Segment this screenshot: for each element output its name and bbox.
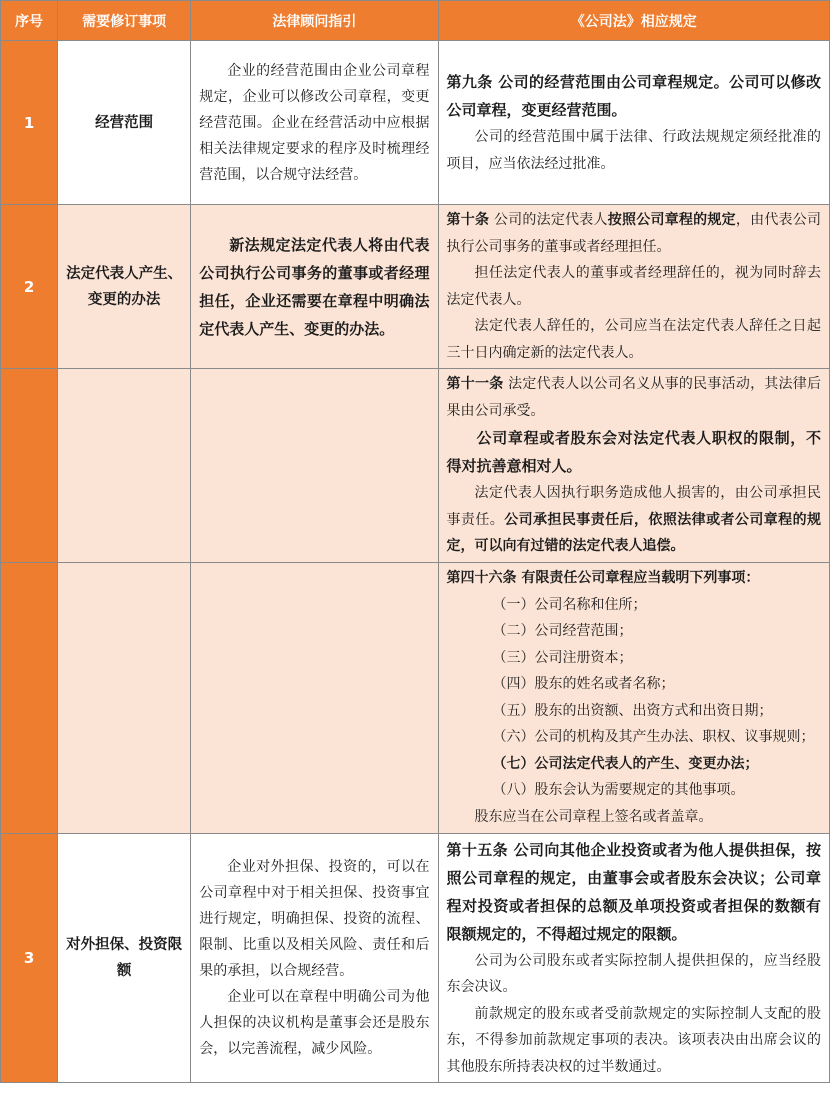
law-text: 公司的法定代表人 <box>489 212 608 228</box>
guidance-text: 企业可以在章程中明确公司为他人担保的决议机构是董事会还是股东会，以完善流程，减少风险。 <box>199 988 430 1057</box>
row-number <box>1 369 58 563</box>
header-row <box>1 1 830 41</box>
table-row <box>1 562 830 833</box>
law-article: 第四十六条 有限责任公司章程应当载明下列事项： <box>446 570 760 586</box>
law-provision <box>438 369 829 563</box>
law-text: 法定代表人以公司名义从事的民事活动，其法律后果由公司承受。 <box>446 376 822 419</box>
list-item: （一）公司名称和住所； <box>492 596 647 613</box>
guidance-text: 企业对外担保、投资的，可以在公司章程中对于相关担保、投资事宜进行规定，明确担保、投资的流程、限制、比重以及相关风险、责任和后果的承担，以合规经营。 <box>199 858 430 979</box>
law-provision <box>438 41 829 205</box>
legal-guidance <box>191 205 438 369</box>
row-number <box>1 562 58 833</box>
law-emphasis: 公司承担民事责任后，依照法律或者公司章程的规定，可以向有过错的法定代表人追偿。 <box>446 511 822 554</box>
article-number: 第十一条 <box>446 376 504 392</box>
list-item: （四）股东的姓名或者名称； <box>492 676 675 692</box>
law-provision <box>438 833 829 1083</box>
law-text: 法定代表人因执行职务造成他人损害的，由公司承担民事责任。 <box>446 485 821 528</box>
header-law: 《公司法》相应规定 <box>438 1 829 41</box>
legal-guidance <box>191 562 438 833</box>
law-article <box>447 371 821 424</box>
list-item: （二）公司经营范围； <box>492 623 633 639</box>
legal-guidance <box>191 369 438 563</box>
revision-item <box>58 369 191 563</box>
legal-guidance <box>191 41 438 205</box>
revision-item: 经营范围 <box>58 41 191 205</box>
list-item: （八）股东会认为需要规定的其他事项。 <box>492 782 745 798</box>
list-item: （七）公司法定代表人的产生、变更办法； <box>492 755 759 772</box>
list-item: （六）公司的机构及其产生办法、职权、议事规则； <box>492 729 815 745</box>
guidance-text: 新法规定法定代表人将由代表公司执行公司事务的董事或者经理担任，企业还需要在章程中明确法定代表人产生、变更的办法。 <box>199 235 430 338</box>
law-article: 第九条 公司的经营范围由公司章程规定。公司可以修改公司章程，变更经营范围。 <box>446 73 821 119</box>
table-row <box>1 833 830 1083</box>
table-row <box>1 369 830 563</box>
law-paragraph <box>447 480 821 560</box>
law-emphasis: 按照公司章程的规定 <box>607 212 736 228</box>
list-item: （五）股东的出资额、出资方式和出资日期； <box>492 702 773 719</box>
header-no: 序号 <box>1 1 58 41</box>
law-article <box>447 207 821 260</box>
law-paragraph: 法定代表人辞任的，公司应当在法定代表人辞任之日起三十日内确定新的法定代表人。 <box>446 318 821 361</box>
law-paragraph: 股东应当在公司章程上签名或者盖章。 <box>474 808 713 825</box>
header-item: 需要修订事项 <box>58 1 191 41</box>
law-paragraph: 担任法定代表人的董事或者经理辞任的，视为同时辞去法定代表人。 <box>446 265 821 308</box>
law-provision <box>438 205 829 369</box>
table-row <box>1 205 830 369</box>
table-row <box>1 41 830 205</box>
revision-item: 法定代表人产生、变更的办法 <box>58 205 191 369</box>
law-text: ，由代表公司执行公司事务的董事或者经理担任。 <box>446 212 822 255</box>
law-paragraph: 公司章程或者股东会对法定代表人职权的限制，不得对抗善意相对人。 <box>446 429 821 475</box>
guidance-text: 企业的经营范围由企业公司章程规定，企业可以修改公司章程，变更经营范围。企业在经营活动中应根据相关法律规定要求的程序及时梳理经营范围，以合规守法经营。 <box>199 62 430 183</box>
law-paragraph: 公司为公司股东或者实际控制人提供担保的，应当经股东会决议。 <box>446 952 821 995</box>
law-paragraph: 前款规定的股东或者受前款规定的实际控制人支配的股东，不得参加前款规定事项的表决。该项表决由出席会议的其他股东所持表决权的过半数通过。 <box>446 1005 821 1075</box>
list-item: （三）公司注册资本； <box>492 649 633 666</box>
legal-guidance <box>191 833 438 1083</box>
row-number: 3 <box>1 833 58 1083</box>
revision-item <box>58 562 191 833</box>
row-number: 2 <box>1 205 58 369</box>
header-guide: 法律顾问指引 <box>191 1 438 41</box>
row-number: 1 <box>1 41 58 205</box>
law-provision <box>438 562 829 833</box>
law-paragraph: 公司的经营范围中属于法律、行政法规规定须经批准的项目，应当依法经过批准。 <box>446 129 821 172</box>
article-number: 第十条 <box>446 212 490 228</box>
law-article: 第十五条 公司向其他企业投资或者为他人提供担保，按照公司章程的规定，由董事会或者股东会决议；公司章程对投资或者担保的总额及单项投资或者担保的数额有限额规定的，不得超过规定的限额。 <box>446 840 821 943</box>
revision-item: 对外担保、投资限额 <box>58 833 191 1083</box>
